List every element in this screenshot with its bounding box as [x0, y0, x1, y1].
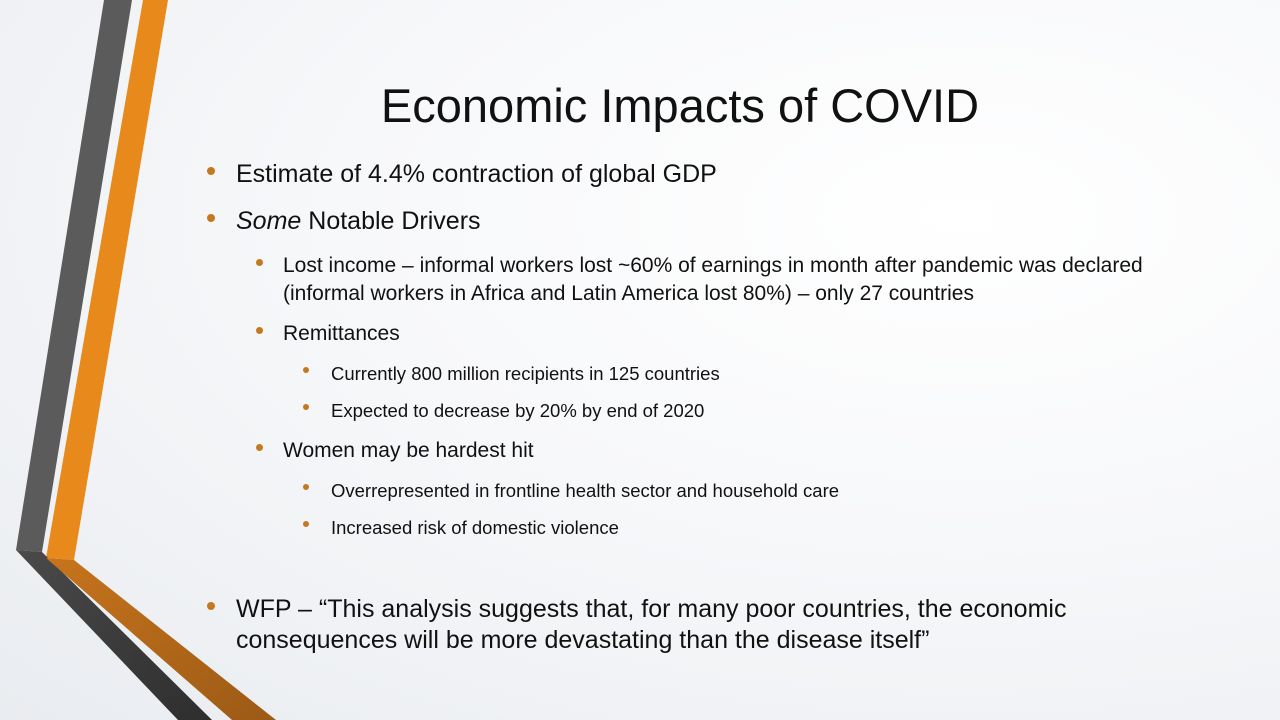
bullet-gdp-estimate — [236, 159, 717, 190]
bullet-text-line-1: Lost income – informal workers lost ~60% of earnings in month after pandemic was declared — [283, 254, 1143, 277]
bullet-wfp-quote — [236, 594, 1066, 656]
bullet-text-line-2: consequences will be more devastating than the disease itself” — [236, 626, 930, 654]
bullet-text: Overrepresented in frontline health sector and household care — [331, 480, 840, 501]
bullet-text-italic: Some — [236, 207, 302, 235]
bullet-women-hardest-hit — [283, 437, 534, 465]
bullet-dot — [303, 404, 309, 410]
bullet-notable-drivers — [236, 206, 481, 237]
bullet-dot — [256, 327, 263, 334]
bullet-dot — [256, 259, 263, 266]
bullet-remittances — [283, 320, 400, 348]
bullet-text: Estimate of 4.4% contraction of global GDP — [236, 160, 717, 188]
bullet-lost-income — [283, 252, 1143, 308]
bullet-dot — [207, 167, 215, 175]
bullet-dot — [256, 444, 263, 451]
bullet-dot — [303, 521, 309, 527]
bullet-remittance-recipients — [331, 361, 720, 387]
bullet-text: Women may be hardest hit — [283, 439, 534, 462]
bullet-text: Increased risk of domestic violence — [331, 517, 619, 538]
bullet-frontline-overrepresented — [331, 478, 839, 504]
bullet-domestic-violence — [331, 515, 619, 541]
bullet-text — [236, 207, 481, 235]
bullet-text-line-1: WFP – “This analysis suggests that, for many poor countries, the economic — [236, 595, 1067, 623]
bullet-text-rest: Notable Drivers — [301, 207, 481, 235]
bullet-dot — [303, 484, 309, 490]
bullet-text-line-2: (informal workers in Africa and Latin America lost 80%) – only 27 countries — [283, 282, 974, 305]
bullet-text: Remittances — [283, 322, 400, 345]
bullet-dot — [207, 602, 215, 610]
bullet-text: Expected to decrease by 20% by end of 2020 — [331, 400, 705, 421]
grey-stripe-lower — [16, 550, 212, 720]
bullet-remittance-decrease — [331, 398, 704, 424]
bullet-dot — [207, 214, 215, 222]
slide-title: Economic Impacts of COVID — [380, 79, 980, 132]
bullet-text: Currently 800 million recipients in 125 countries — [331, 363, 720, 384]
bullet-dot — [303, 367, 309, 373]
